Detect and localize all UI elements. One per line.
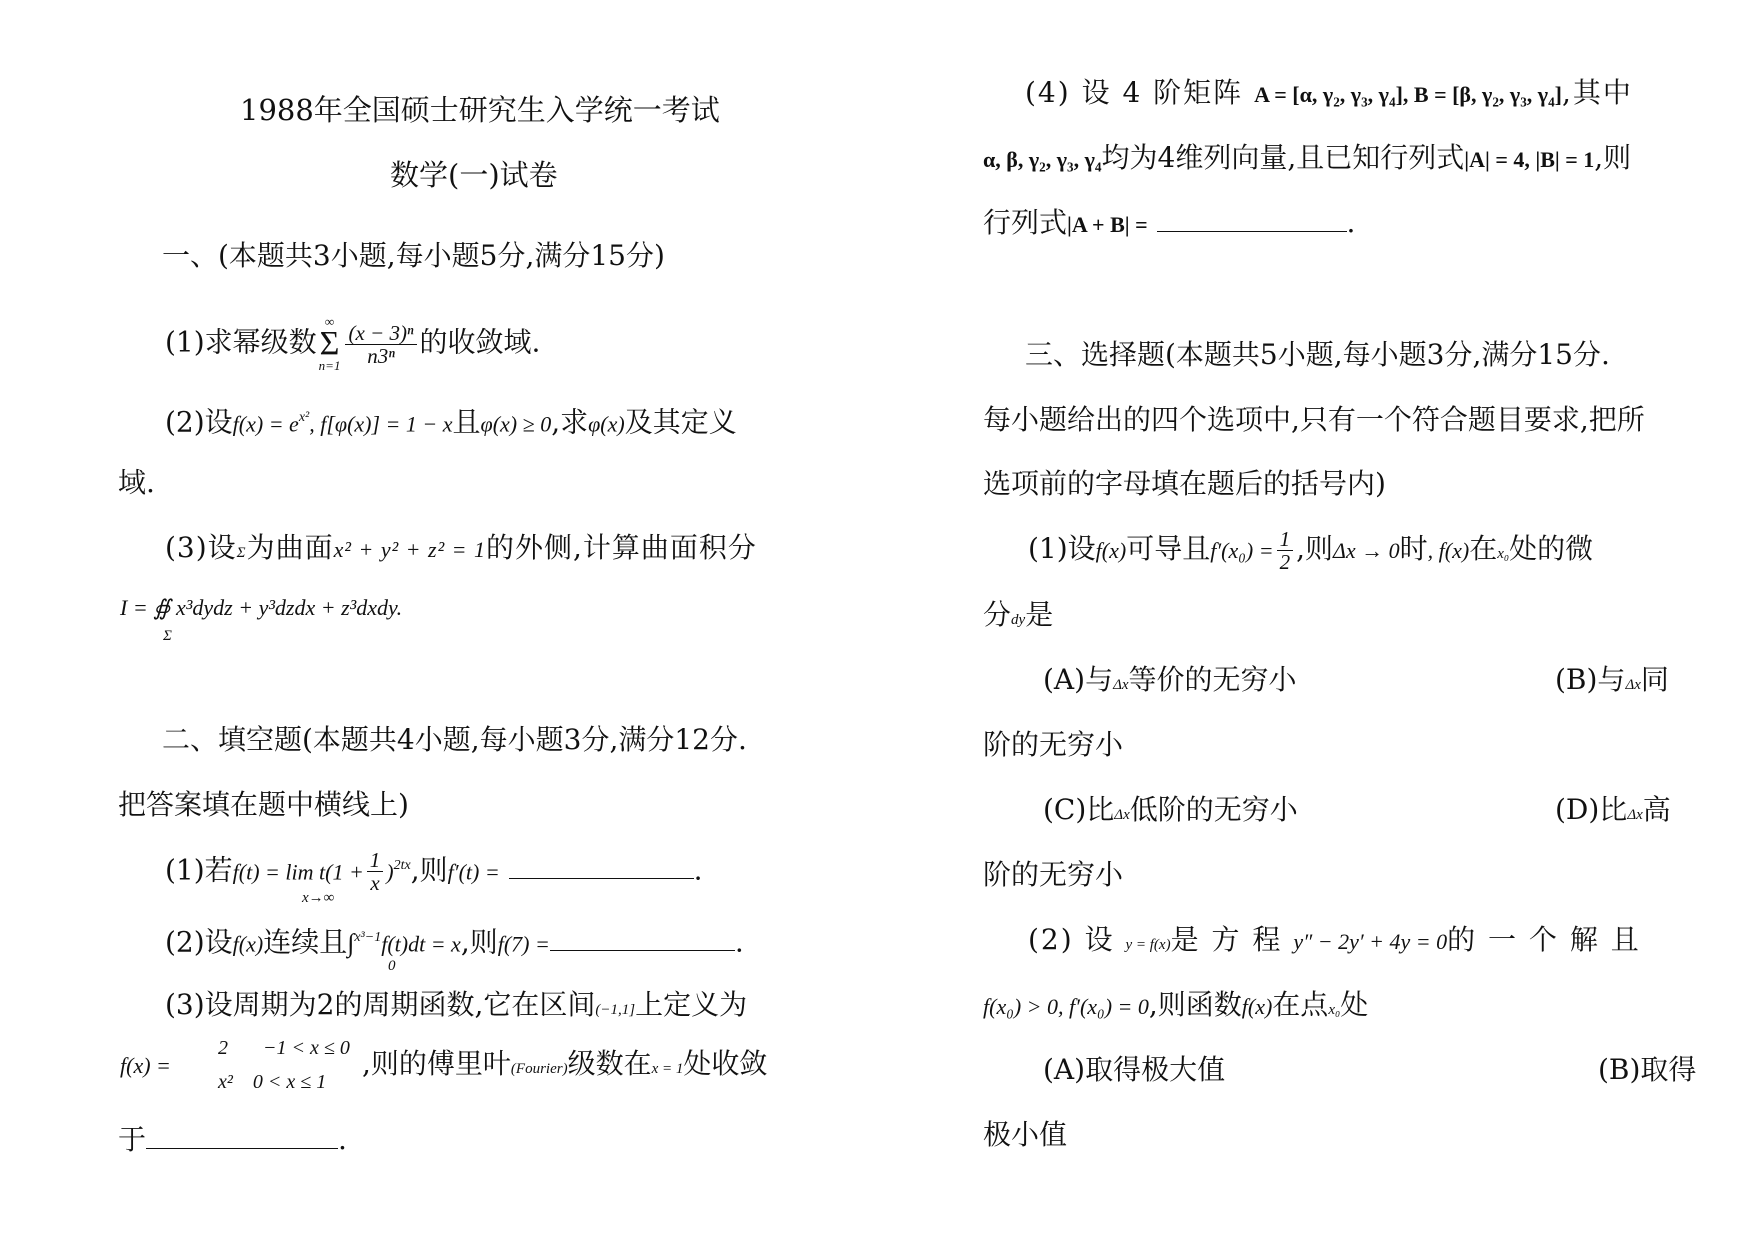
option-d-dx: Δx — [1627, 807, 1643, 823]
s3-q2-mid: 是 方 程 — [1170, 923, 1283, 956]
fraction-numerator: (x − 3)ⁿ — [345, 322, 416, 345]
s2-q4-det-label: 行列式 — [983, 206, 1068, 239]
s3-q1-derivative: f′(x₀) = — [1210, 538, 1274, 563]
integral-expression: I = ∯ x³dydz + y³dzdx + z³dxdy. — [120, 595, 403, 620]
s2-q4-then: ,则 — [1594, 141, 1632, 174]
s3-q1-continuation — [983, 597, 1053, 638]
s3-q2-then: ,则函数 — [1148, 988, 1242, 1021]
s2-q1-prefix: (1)若 — [165, 853, 233, 887]
s2-q1-limit: f(t) = lim t(1 + — [232, 859, 364, 885]
s2-q4-determinants: |A| = 4, |B| = 1 — [1464, 147, 1595, 172]
s1-q2-prefix: (2)设 — [165, 405, 233, 439]
exam-subtitle: 数学(一)试卷 — [390, 158, 558, 192]
case-1-condition: −1 < x ≤ 0 — [263, 1037, 350, 1059]
s1-q1-suffix: 的收敛域. — [419, 325, 541, 359]
s3-q1-at: 在 — [1469, 532, 1498, 565]
s3-q1-fx-2: , f(x) — [1427, 538, 1470, 563]
s2-q2-end: . — [734, 925, 744, 959]
s1-q2-continuation: 域. — [118, 466, 155, 499]
s2-q1-derivative: f′(t) = — [447, 859, 500, 885]
s1-q3-prefix: (3)设 — [165, 531, 237, 564]
s2-question-2 — [165, 920, 744, 962]
case-2-condition: 0 < x ≤ 1 — [252, 1071, 327, 1093]
s2-question-1: (1)若f(t) = lim t(1 + $\frac{1}{x}$ )$^{2tx}$,则f′(t) = . — [165, 848, 703, 896]
sum-lower-limit: n=1 — [318, 358, 341, 373]
fraction-numerator: 1 — [367, 849, 384, 872]
option-a-dx: Δx — [1113, 677, 1129, 693]
summation-symbol: ∞ Σ n=1 — [318, 314, 341, 373]
s3-q1-prefix: (1)设 — [1028, 532, 1096, 565]
s1-q2-math-f: f(x) = e — [232, 411, 299, 437]
fraction-denominator: 2 — [1279, 550, 1291, 574]
s2-q4-det-sum: |A + B| = — [1067, 212, 1148, 237]
s2-q3-interval: (−1,1] — [595, 1002, 636, 1018]
answer-blank — [550, 924, 735, 951]
option-d-continuation: 阶的无穷小 — [983, 858, 1124, 891]
s3-q2-equation: y″ − 2y′ + 4y = 0 — [1293, 929, 1448, 954]
s1-q2-suffix: 及其定义 — [624, 405, 737, 439]
s2-question-4 — [1025, 75, 1633, 113]
option-d-text: 高 — [1642, 793, 1671, 826]
s3-q2-option-b-continuation: 极小值 — [983, 1118, 1068, 1151]
s2-q3-point: x = 1 — [651, 1061, 684, 1077]
s3-q2-option-b: (B)取得 — [1598, 1053, 1697, 1086]
s3-q1-dy: dy — [1011, 612, 1026, 628]
s3-q1-suffix: 处的微 — [1509, 532, 1594, 565]
s3-q1-mid: 可导且 — [1126, 532, 1211, 565]
option-b — [1555, 662, 1669, 703]
answer-blank — [146, 1122, 338, 1149]
s3-q2-suffix-2: 处 — [1340, 988, 1369, 1021]
s3-question-1 — [1028, 528, 1593, 573]
s1-question-1 — [165, 315, 540, 373]
option-c-dx: Δx — [1114, 807, 1130, 823]
s2-q3-cont: 于 — [118, 1123, 147, 1156]
s3-q2-at-point: 在点 — [1272, 988, 1329, 1021]
answer-blank — [509, 852, 694, 879]
s2-q4-given: 均为4维列向量,且已知行列式 — [1101, 141, 1465, 174]
s2-q1-exponent: 2tx — [393, 858, 411, 873]
s1-q3-text: 为曲面 — [246, 531, 334, 564]
s3-q1-delta-limit: Δx → 0 — [1332, 538, 1400, 563]
s1-q2-math-composite: , f[φ(x)] = 1 − x — [309, 411, 453, 437]
section3-heading-cont-1: 每小题给出的四个选项中,只有一个符合题目要求,把所 — [983, 403, 1645, 436]
integral-lower-limit: 0 — [388, 958, 396, 974]
s2-q4-matrices: A = [α, γ₂, γ₃, γ₄], B = [β, γ₂, γ₃, γ₄] — [1254, 82, 1563, 107]
option-b-label: (B)与 — [1555, 663, 1626, 696]
s3-q2-x0: x₀ — [1328, 1002, 1341, 1018]
section2-heading: 二、填空题(本题共4小题,每小题3分,满分12分. — [162, 723, 747, 756]
s2-q4-end: . — [1346, 206, 1356, 239]
s1-q3-surface: x² + y² + z² = 1 — [333, 537, 487, 562]
s2-q2-prefix: (2)设 — [165, 925, 233, 959]
option-a-text: 等价的无穷小 — [1128, 663, 1297, 696]
series-fraction — [345, 322, 416, 367]
s2-q3-continuation — [118, 1122, 347, 1158]
section3-heading-cont-2: 选项前的字母填在题后的括号内) — [983, 467, 1386, 500]
s2-q2-mid: 连续且 — [263, 925, 348, 959]
option-a-label: (A)与 — [1043, 663, 1114, 696]
s1-q2-exponent: x² — [298, 410, 310, 425]
integral-subscript: Σ — [163, 628, 172, 644]
integral-upper-limit: x³−1 — [354, 930, 382, 945]
integral-sign: ∫ — [347, 928, 355, 958]
s2-question-3 — [165, 987, 747, 1028]
piecewise-fx: f(x) = — [120, 1053, 171, 1078]
s2-q4-line-2 — [983, 140, 1631, 178]
s1-q2-and: 且 — [452, 405, 481, 439]
s1-q2-find: ,求 — [551, 405, 589, 439]
s2-q3-fourier-line — [362, 1046, 767, 1087]
s2-q4-line-3 — [983, 205, 1355, 243]
option-a — [1043, 662, 1297, 703]
s2-q1-end: . — [693, 853, 703, 887]
s3-question-2 — [1028, 922, 1641, 963]
s1-q1-prefix: (1)求幂级数 — [165, 325, 317, 359]
option-b-continuation: 阶的无穷小 — [983, 728, 1124, 761]
s1-question-2 — [165, 400, 737, 442]
s2-q2-fx: f(x) — [232, 931, 264, 957]
s1-question-3 — [165, 530, 757, 571]
s2-q3-text: (3)设周期为2的周期函数,它在区间 — [165, 988, 596, 1021]
s2-q3-text-post: 上定义为 — [635, 988, 748, 1021]
s2-q4-where: ,其中 — [1562, 76, 1633, 109]
answer-blank — [1157, 205, 1347, 232]
s3-q1-cont-post: 是 — [1025, 598, 1054, 631]
s3-q2-fx: f(x) — [1241, 994, 1273, 1019]
exam-title: 1988年全国硕士研究生入学统一考试 — [240, 93, 720, 127]
option-d — [1555, 792, 1671, 833]
s3-q2-suffix: 的 一 个 解 且 — [1447, 923, 1641, 956]
piecewise-case-1 — [218, 1030, 350, 1066]
option-b-dx: Δx — [1625, 677, 1641, 693]
fourier-label: (Fourier) — [510, 1061, 568, 1077]
s2-q3-post: 处收敛 — [683, 1047, 768, 1080]
fraction-denominator: n3ⁿ — [367, 343, 395, 368]
s1-q3-suffix: 的外侧,计算曲面积分 — [486, 531, 757, 564]
s3-q2-conditions: f(x₀) > 0, f′(x₀) = 0 — [983, 994, 1149, 1019]
s2-q3-mid: ,则的傅里叶 — [362, 1047, 511, 1080]
s3-q2-line-2 — [983, 987, 1368, 1028]
sigma-symbol: Σ — [236, 545, 247, 561]
s1-q2-math-phi: φ(x) — [588, 411, 625, 437]
fraction-denominator: x — [370, 871, 380, 896]
option-b-text: 同 — [1640, 663, 1669, 696]
s3-q2-y: y = f(x) — [1125, 937, 1171, 953]
case-1-value: 2 — [218, 1037, 228, 1059]
case-2-value: x² — [218, 1071, 233, 1093]
option-c — [1043, 792, 1298, 833]
s3-q2-option-a: (A)取得极大值 — [1043, 1053, 1226, 1086]
s3-q1-x0: x₀ — [1497, 546, 1510, 562]
section3-heading: 三、选择题(本题共5小题,每小题3分,满分15分. — [1025, 338, 1610, 371]
s2-q2-integrand: f(t)dt = x — [381, 931, 461, 957]
s2-q4-vectors: α, β, γ₂, γ₃, γ₄ — [983, 147, 1102, 172]
piecewise-case-2 — [218, 1064, 326, 1100]
s2-q2-f7: f(7) = — [497, 931, 550, 957]
option-d-label: (D)比 — [1555, 793, 1628, 826]
limit-subscript: x→∞ — [302, 890, 335, 906]
section2-heading-cont: 把答案填在题中横线上) — [118, 788, 409, 821]
s2-q1-fraction — [367, 849, 384, 894]
fraction-numerator: 1 — [1277, 528, 1294, 551]
s3-q1-fx: f(x) — [1095, 538, 1127, 563]
s3-q1-when: 时 — [1399, 532, 1428, 565]
s2-q1-then: ,则 — [410, 853, 448, 887]
section1-heading: 一、(本题共3小题,每小题5分,满分15分) — [162, 239, 665, 272]
s3-q1-cont-pre: 分 — [983, 598, 1012, 631]
s3-q2-prefix: (2) 设 — [1028, 923, 1115, 956]
s2-q2-then: ,则 — [460, 925, 498, 959]
s2-q4-prefix: (4) 设 4 阶矩阵 — [1025, 76, 1244, 109]
s2-q3-end: . — [338, 1123, 347, 1156]
s2-q3-mid2: 级数在 — [567, 1047, 652, 1080]
option-c-text: 低阶的无穷小 — [1129, 793, 1298, 826]
sum-upper-limit: ∞ — [324, 314, 335, 329]
s1-q2-math-condition: φ(x) ≥ 0 — [480, 411, 552, 437]
s3-q1-fraction — [1277, 528, 1294, 573]
option-c-label: (C)比 — [1043, 793, 1115, 826]
s3-q1-then: ,则 — [1296, 532, 1333, 565]
